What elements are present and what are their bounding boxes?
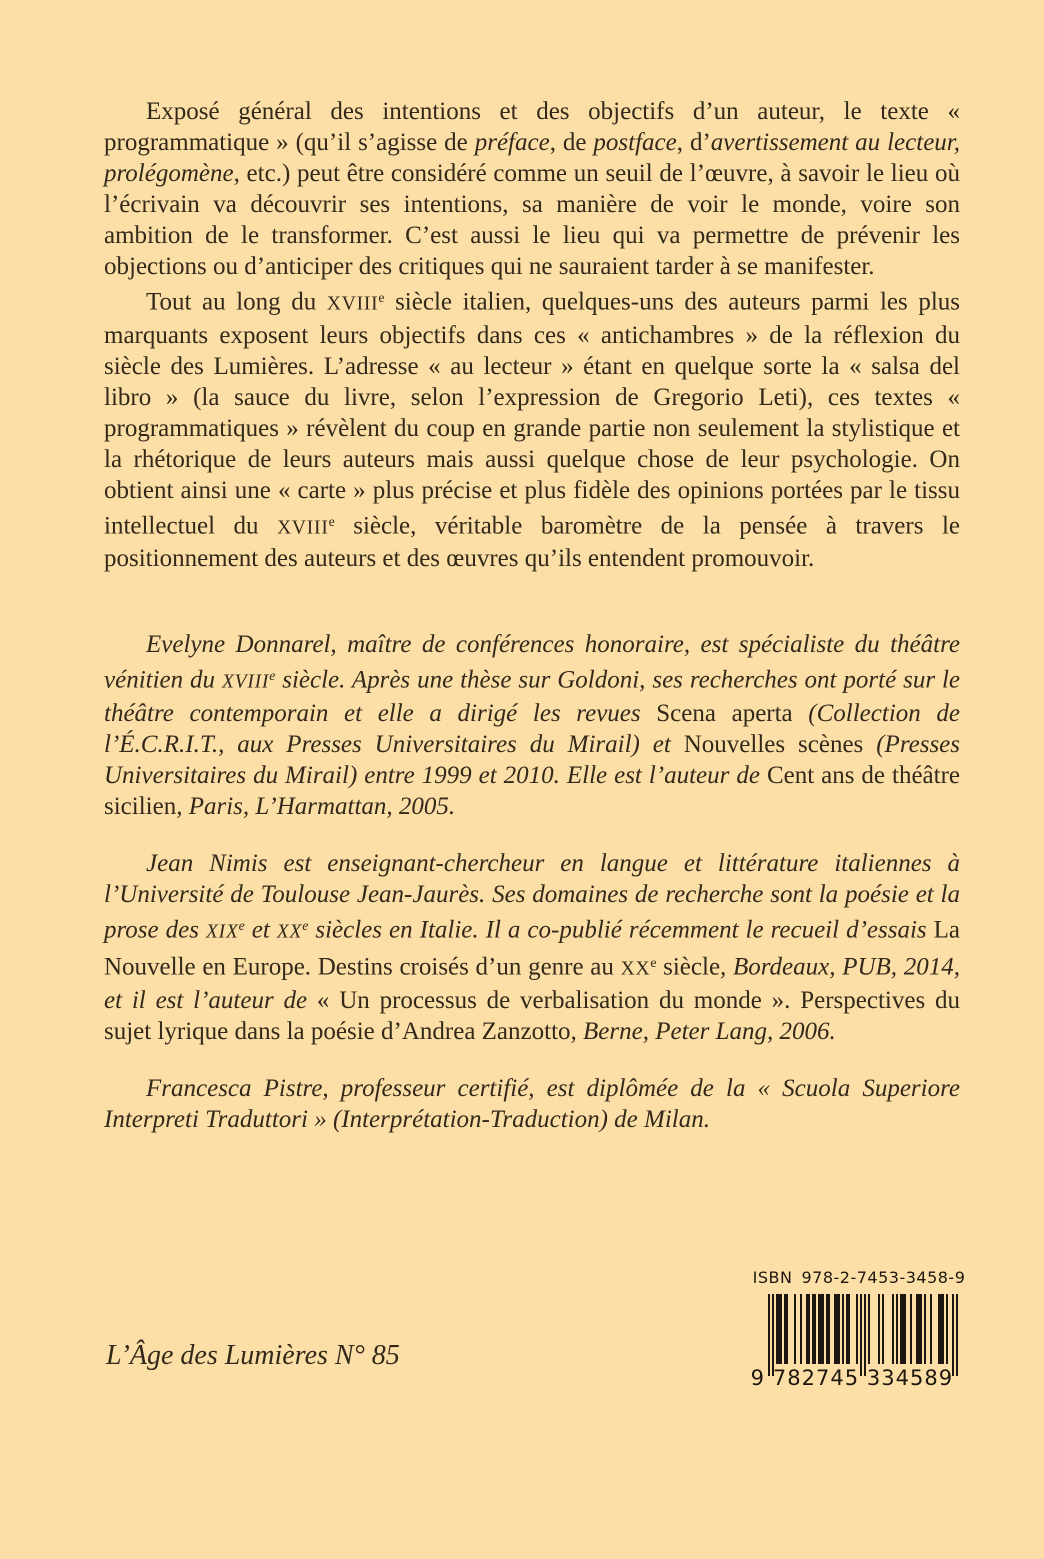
barcode-bar: [786, 1294, 788, 1364]
barcode-bar: [868, 1294, 870, 1364]
text-run: avertissement au lecteur, prolégomène: [104, 129, 960, 187]
text-run: siècle: [656, 953, 721, 981]
barcode-bar: [924, 1294, 926, 1364]
barcode-bar: [864, 1294, 866, 1376]
blurb-section: [104, 96, 960, 1135]
barcode-bar: [930, 1294, 932, 1364]
text-run: , Bordeaux, PUB, 2014, et il est l’auteur de: [104, 953, 960, 1014]
barcode-bar: [814, 1294, 816, 1364]
isbn-number: 978-2-7453-3458-9: [801, 1268, 966, 1287]
barcode-bar: [882, 1294, 884, 1364]
barcode-digits-right: 334589: [866, 1366, 954, 1390]
text-run: siècle italien, quelques-uns des auteurs parmi les plus marquants exposent leurs objectifs dans ces « antichambres » de la réflexion du siècle des Lumières. L’adresse « au lecteur » étant en quelque sorte la « salsa del libro » (la sauce du livre, selon l’expression de Gregorio Leti), ces textes « programmatiques » révèlent du coup en grande partie non seulement la stylistique et la rhétorique de leurs auteurs mais aussi quelque chose de leur psychologie. On obtient ainsi une « carte » plus précise et plus fidèle des opinions portées par le tissu intellectuel du: [104, 288, 960, 540]
barcode-digits-left: 782745: [772, 1366, 860, 1390]
text-run: XVIII: [277, 517, 329, 539]
text-run: XX: [276, 921, 303, 943]
text-run: siècle. Après une thèse sur Goldoni, ses recherches ont porté sur le théâtre contemporain et elle a dirigé les revues: [104, 666, 960, 727]
text-run: e: [650, 955, 657, 971]
text-run: , de: [549, 129, 594, 156]
barcode-bar: [794, 1294, 796, 1364]
barcode-bar: [878, 1294, 880, 1364]
barcode-bar: [946, 1294, 948, 1364]
text-run: postface: [593, 129, 677, 156]
text-run: préface: [474, 129, 550, 156]
barcode-bar: [942, 1294, 944, 1364]
overview-paragraph: [104, 282, 960, 574]
barcode-bar: [838, 1294, 840, 1364]
text-run: et: [244, 916, 277, 944]
text-run: XX: [620, 958, 651, 980]
text-run: e: [378, 290, 385, 305]
text-run: Cent ans de théâtre sicilien: [104, 761, 960, 820]
text-run: Francesca Pistre, professeur certifié, est diplômée de la « Scuola Superiore Interpreti Traduttori » (Interprétation-Traduction) de Milan.: [104, 1074, 960, 1133]
text-run: XIX: [205, 921, 239, 943]
barcode-bar: [848, 1294, 850, 1364]
barcode-bar: [896, 1294, 898, 1364]
barcode-bar: [892, 1294, 894, 1364]
barcode-bar: [772, 1294, 774, 1376]
barcode-bar: [780, 1294, 782, 1364]
barcode-bar: [856, 1294, 858, 1364]
bio-francesca-pistre: [104, 1073, 960, 1135]
text-run: e: [238, 917, 245, 933]
text-run: , d’: [676, 129, 711, 156]
barcode-digit-first: 9: [750, 1366, 764, 1390]
text-run: e: [302, 917, 309, 933]
isbn-label: ISBN: [752, 1268, 793, 1287]
text-run: , Paris, L’Harmattan, 2005.: [176, 792, 456, 820]
isbn-line: [754, 1268, 964, 1287]
text-run: e: [269, 668, 276, 684]
text-run: siècles en Italie. Il a co-publié récemment le recueil d’essais: [308, 916, 934, 944]
barcode-bar: [800, 1294, 802, 1364]
text-run: (Presses Universitaires du Mirail) entre 1999 et 2010. Elle est l’auteur de: [104, 730, 960, 789]
text-run: La Nouvelle en Europe. Destins croisés d’un genre au: [104, 916, 961, 981]
barcode-bar: [808, 1294, 810, 1364]
barcode-bar: [952, 1294, 954, 1376]
text-run: Jean Nimis est enseignant-chercheur en langue et littérature italiennes à l’Université de Toulouse Jean-Jaurès. Ses domaines de recherche sont la poésie et la prose des: [104, 849, 960, 944]
text-run: , etc.) peut être considéré comme un seuil de l’œuvre, à savoir le lieu où l’écrivain va découvrir ses intentions, sa manière de voir le monde, voire son ambition de le transformer. C’est aussi le lieu qui va permettre de prévenir les objections ou d’anticiper des critiques qui ne sauraient tarder à se manifester.: [104, 160, 960, 280]
opening-paragraph: [104, 96, 960, 282]
series-label: L’Âge des Lumières N° 85: [106, 1340, 400, 1371]
text-run: Exposé général des intentions et des objectifs d’un auteur, le texte « programmatique » (qu’il s’agisse de: [104, 98, 960, 156]
text-run: e: [328, 513, 335, 529]
text-run: Tout au long du: [146, 288, 327, 316]
barcode-bar: [904, 1294, 906, 1364]
text-run: « Un processus de verbalisation du monde ». Perspectives du sujet lyrique dans la poésie d’Andrea Zanzotto: [104, 986, 960, 1045]
bio-evelyne-donnarel: [104, 629, 960, 822]
text-run: Evelyne Donnarel, maître de conférences honoraire, est spécialiste du théâtre vénitien du: [104, 631, 960, 694]
text-run: Scena aperta: [656, 699, 793, 727]
barcode-bar: [956, 1294, 958, 1376]
barcode-bar: [910, 1294, 912, 1364]
barcode-bar: [920, 1294, 922, 1364]
text-run: Nouvelles scènes: [683, 730, 864, 758]
text-run: (Collection de l’É.C.R.I.T., aux Presses Universitaires du Mirail) et: [104, 699, 960, 758]
barcode-bar: [842, 1294, 844, 1364]
text-run: XVIII: [221, 671, 270, 693]
text-run: XVIII: [326, 293, 379, 315]
text-run: , Berne, Peter Lang, 2006.: [570, 1017, 836, 1045]
barcode-bar: [860, 1294, 862, 1376]
text-run: siècle, véritable baromètre de la pensée à travers le positionnement des auteurs et des œuvres qu’ils entendent promouvoir.: [104, 512, 960, 573]
barcode-bar: [822, 1294, 824, 1364]
barcode-bar: [828, 1294, 830, 1364]
isbn-barcode-block: [750, 1268, 965, 1393]
barcode-bar: [768, 1294, 770, 1376]
bio-jean-nimis: [104, 848, 960, 1047]
